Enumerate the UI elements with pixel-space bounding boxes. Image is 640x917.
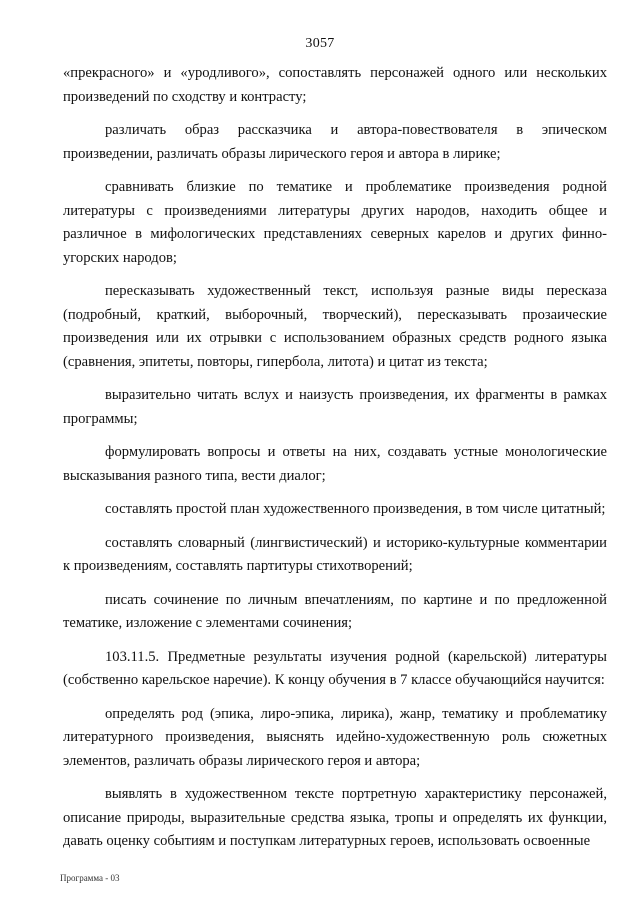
paragraph: выявлять в художественном тексте портретную характеристику персонажей, описание природы, выразительные средства языка, тропы и определять их функции, давать оценку событиям и поступкам литературных героев, использовать освоенные [63,786,607,849]
paragraph: определять род (эпика, лиро-эпика, лирика), жанр, тематику и проблематику литературного произведения, выяснять идейно-художественную роль сюжетных элементов, различать образы лирического героя и автора; [63,705,607,769]
page-footer: Программа - 03 [60,873,120,883]
document-body [63,62,607,864]
page-number: 3057 [305,36,335,51]
paragraph: составлять словарный (лингвистический) и историко-культурные комментарии к произведениям, составлять партитуры стихотворений; [63,534,607,574]
paragraph: различать образ рассказчика и автора-повествователя в эпическом произведении, различать образы лирического героя и автора в лирике; [63,122,607,162]
paragraph: выразительно читать вслух и наизусть произведения, их фрагменты в рамках программы; [63,387,607,427]
paragraph: сравнивать близкие по тематике и проблематике произведения родной литературы с произведениями литературы других народов, находить общее и различное в мифологических представлениях северных карелов и других финно-угорских народов; [63,179,607,266]
paragraph: писать сочинение по личным впечатлениям, по картине и по предложенной тематике, изложение с элементами сочинения; [63,591,607,631]
paragraph: пересказывать художественный текст, используя разные виды пересказа (подробный, краткий, выборочный, творческий), пересказывать прозаические произведения или их отрывки с использованием образных средств родного языка (сравнения, эпитеты, повторы, гипербола, литота) и цитат из текста; [63,283,607,370]
paragraph: составлять простой план художественного произведения, в том числе цитатный; [105,501,606,517]
paragraph: «прекрасного» и «уродливого», сопоставлять персонажей одного или нескольких произведений по сходству и контрасту; [63,65,607,105]
section-paragraph: 103.11.5. Предметные результаты изучения родной (карельской) литературы (собственно карельское наречие). К концу обучения в 7 классе обучающийся научится: [63,648,607,688]
paragraph: формулировать вопросы и ответы на них, создавать устные монологические высказывания разного типа, вести диалог; [63,444,607,484]
